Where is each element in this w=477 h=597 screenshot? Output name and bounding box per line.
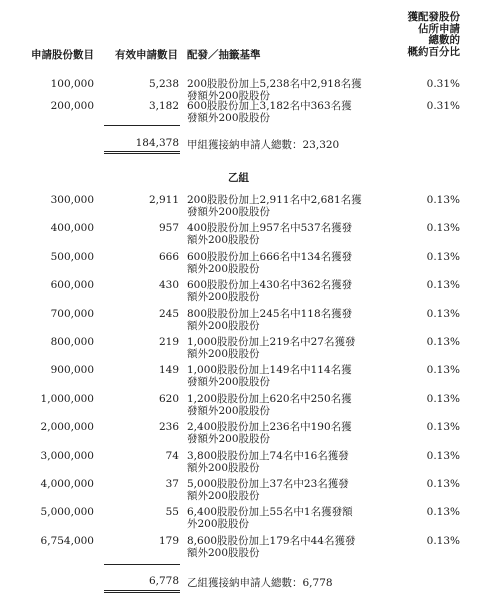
cell-approx-percentage: 0.13%	[426, 222, 460, 235]
group-b-subtotal-rule	[104, 564, 180, 565]
cell-approx-percentage: 0.13%	[426, 534, 460, 547]
cell-shares-applied: 3,000,000	[40, 449, 94, 462]
cell-shares-applied: 500,000	[50, 250, 94, 263]
cell-valid-applications: 74	[165, 449, 179, 462]
header-pct-line-1: 獲配發股份	[407, 11, 460, 23]
group-b-total-double-rule	[104, 590, 180, 593]
header-pct-line-3: 總數的	[428, 34, 460, 46]
cell-valid-applications: 219	[158, 336, 179, 348]
basis-line: 800股股份加上245名中118名獲發	[187, 307, 353, 320]
group-b-total-value: 6,778	[148, 575, 179, 587]
basis-line: 發額外200股股份	[187, 90, 271, 102]
basis-line: 200股股份加上2,911名中2,681名獲	[187, 194, 362, 206]
cell-allocation-basis	[187, 78, 387, 102]
basis-line: 發額外200股股份	[187, 433, 271, 446]
cell-shares-applied: 700,000	[50, 307, 94, 320]
cell-shares-applied: 1,000,000	[40, 392, 94, 405]
basis-line: 額外200股股份	[187, 461, 260, 474]
cell-approx-percentage: 0.13%	[426, 449, 460, 462]
header-pct-line-2: 佔所申請	[418, 22, 460, 35]
cell-approx-percentage: 0.13%	[426, 250, 460, 263]
header-valid-applications: 有效申請數目	[115, 49, 178, 61]
cell-valid-applications: 957	[158, 222, 179, 235]
basis-line: 額外200股股份	[187, 319, 260, 332]
cell-valid-applications: 236	[158, 421, 179, 434]
cell-approx-percentage: 0.13%	[426, 194, 460, 206]
cell-approx-percentage: 0.13%	[426, 364, 460, 377]
basis-line: 6,400股股份加上55名中1名獲發額	[187, 506, 353, 519]
basis-line: 200股股份加上5,238名中2,918名獲	[187, 78, 362, 90]
cell-shares-applied: 800,000	[50, 336, 94, 348]
basis-line: 額外200股股份	[187, 490, 260, 502]
basis-line: 發額外200股股份	[187, 376, 271, 389]
cell-approx-percentage: 0.13%	[426, 421, 460, 434]
header-approx-percentage	[384, 12, 460, 58]
group-b-title: 乙組	[228, 172, 249, 184]
basis-line: 額外200股股份	[187, 546, 260, 559]
cell-shares-applied: 300,000	[50, 194, 94, 206]
cell-valid-applications: 3,182	[148, 100, 179, 112]
basis-line: 發額外200股股份	[187, 206, 271, 218]
cell-approx-percentage: 0.13%	[426, 336, 460, 348]
group-a-total-double-rule	[104, 151, 180, 154]
basis-line: 額外200股股份	[187, 291, 260, 304]
cell-valid-applications: 37	[165, 478, 179, 490]
cell-allocation-basis	[187, 450, 387, 474]
cell-allocation-basis	[187, 421, 387, 445]
cell-shares-applied: 2,000,000	[40, 421, 94, 434]
cell-allocation-basis	[187, 364, 387, 388]
cell-valid-applications: 620	[158, 392, 179, 405]
basis-line: 外200股股份	[187, 518, 250, 531]
cell-shares-applied: 100,000	[50, 78, 94, 90]
cell-allocation-basis	[187, 393, 387, 417]
basis-line: 600股股份加上430名中362名獲發	[187, 279, 353, 292]
group-b-total-label: 乙組獲接納申請人總數：6,778	[187, 577, 333, 589]
cell-allocation-basis	[187, 308, 387, 332]
basis-line: 600股股份加上3,182名中363名獲	[187, 100, 352, 112]
basis-line: 1,000股股份加上149名中114名獲	[187, 364, 352, 377]
group-a-total-value: 184,378	[135, 137, 179, 149]
header-allocation-basis: 配發／抽籤基準	[187, 49, 261, 61]
cell-allocation-basis	[187, 100, 387, 124]
cell-approx-percentage: 0.13%	[426, 307, 460, 320]
basis-line: 600股股份加上666名中134名獲發	[187, 250, 353, 263]
cell-allocation-basis	[187, 194, 387, 218]
cell-shares-applied: 400,000	[50, 222, 94, 235]
basis-line: 5,000股股份加上37名中23名獲發	[187, 478, 349, 490]
basis-line: 3,800股股份加上74名中16名獲發	[187, 449, 349, 462]
cell-allocation-basis	[187, 506, 387, 530]
cell-valid-applications: 430	[158, 279, 179, 292]
cell-approx-percentage: 0.31%	[426, 100, 460, 112]
cell-allocation-basis	[187, 336, 387, 360]
basis-line: 2,400股股份加上236名中190名獲	[187, 421, 352, 434]
basis-line: 8,600股股份加上179名中44名獲發	[187, 534, 356, 547]
basis-line: 發額外200股股份	[187, 404, 271, 417]
basis-line: 400股股份加上957名中537名獲發	[187, 222, 353, 235]
cell-allocation-basis	[187, 222, 387, 246]
cell-approx-percentage: 0.13%	[426, 392, 460, 405]
cell-valid-applications: 5,238	[148, 78, 179, 90]
cell-allocation-basis	[187, 251, 387, 275]
basis-line: 發額外200股股份	[187, 112, 271, 124]
group-a-subtotal-rule	[104, 125, 180, 126]
cell-shares-applied: 5,000,000	[40, 506, 94, 519]
cell-approx-percentage: 0.31%	[426, 78, 460, 90]
cell-approx-percentage: 0.13%	[426, 279, 460, 292]
cell-valid-applications: 179	[158, 534, 179, 547]
basis-line: 額外200股股份	[187, 348, 260, 360]
cell-valid-applications: 55	[165, 506, 179, 519]
cell-approx-percentage: 0.13%	[426, 506, 460, 519]
cell-shares-applied: 600,000	[50, 279, 94, 292]
cell-shares-applied: 200,000	[50, 100, 94, 112]
cell-allocation-basis	[187, 535, 387, 559]
cell-valid-applications: 245	[158, 307, 179, 320]
basis-line: 額外200股股份	[187, 234, 260, 247]
cell-approx-percentage: 0.13%	[426, 478, 460, 490]
group-a-total-label: 甲組獲接納申請人總數：23,320	[187, 139, 340, 151]
basis-line: 1,000股股份加上219名中27名獲發	[187, 336, 356, 348]
cell-valid-applications: 666	[158, 250, 179, 263]
cell-allocation-basis	[187, 478, 387, 502]
header-pct-line-4: 概約百分比	[407, 45, 460, 58]
cell-valid-applications: 2,911	[148, 194, 179, 206]
cell-shares-applied: 6,754,000	[40, 534, 94, 547]
cell-valid-applications: 149	[158, 364, 179, 377]
basis-line: 額外200股股份	[187, 262, 260, 275]
header-shares-applied: 申請股份數目	[31, 49, 94, 61]
basis-line: 1,200股股份加上620名中250名獲	[187, 392, 352, 405]
cell-allocation-basis	[187, 279, 387, 303]
cell-shares-applied: 900,000	[50, 364, 94, 377]
cell-shares-applied: 4,000,000	[40, 478, 94, 490]
